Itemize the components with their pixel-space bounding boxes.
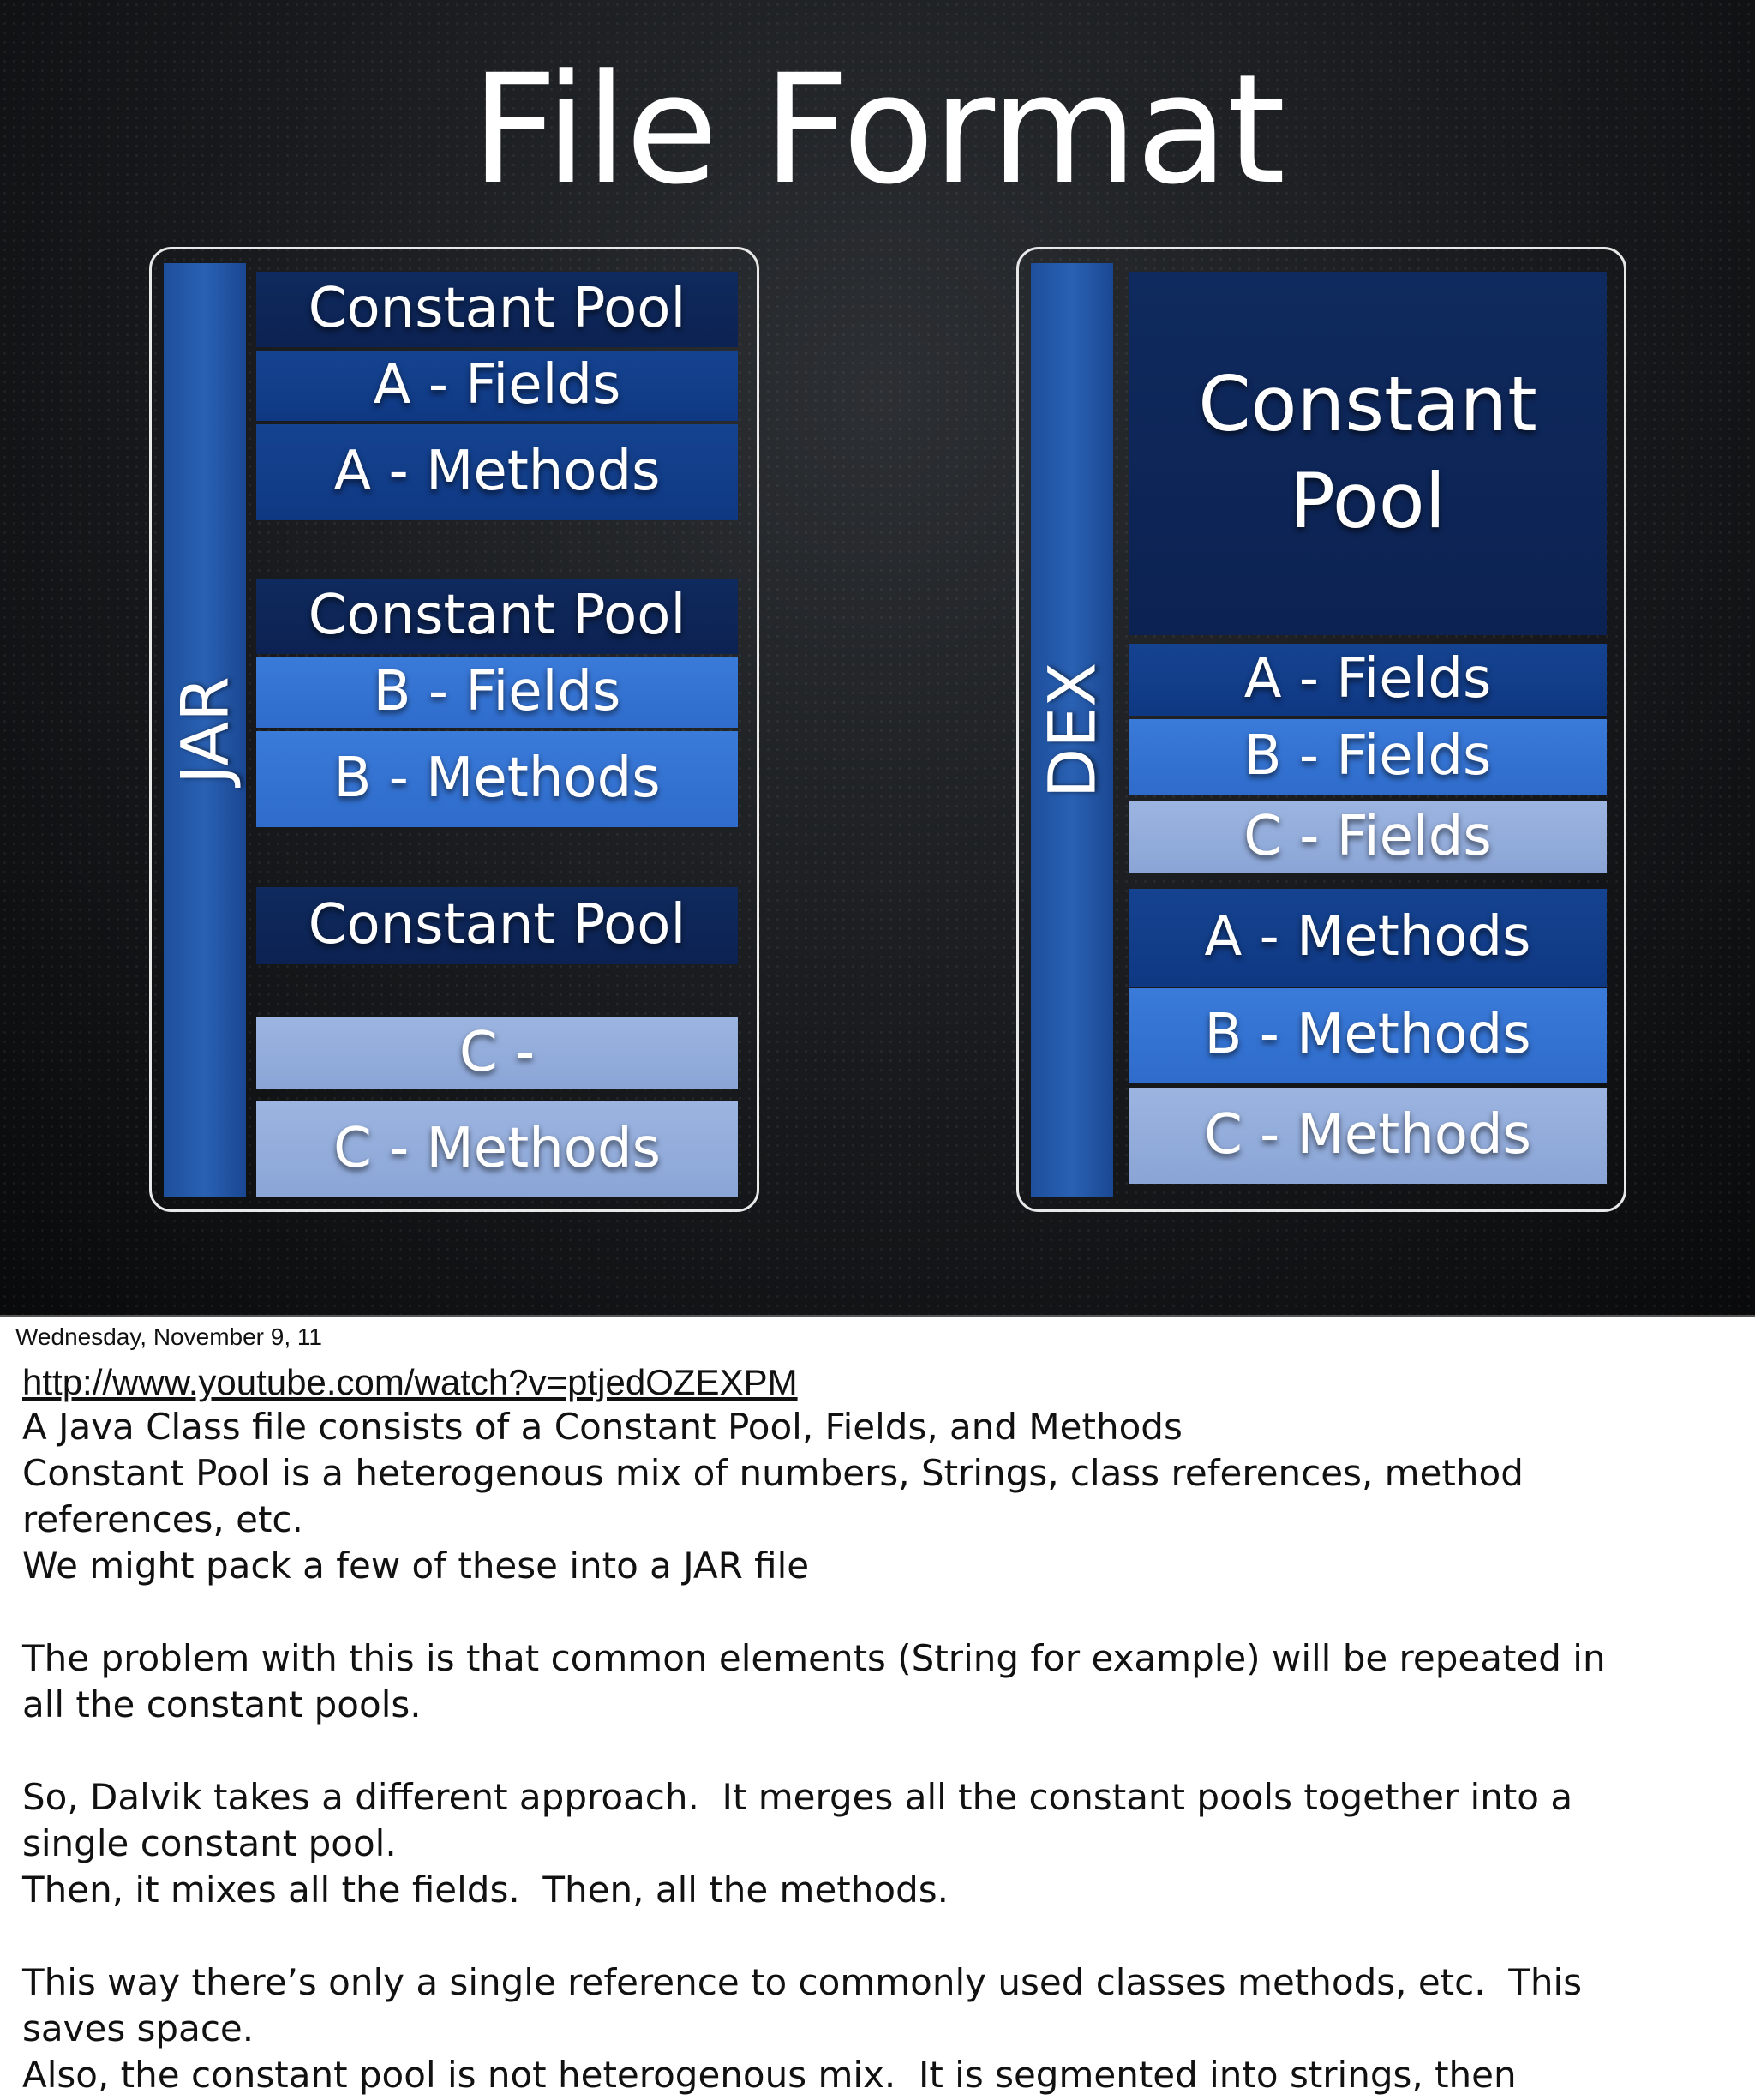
notes-line: all the constant pools. [22,1683,422,1725]
dex-b-methods: B - Methods [1129,988,1607,1083]
notes-link[interactable]: http://www.youtube.com/watch?v=ptjedOZEXPM [22,1362,798,1402]
dex-side-bar [1031,263,1113,1197]
slide-title: File Format [470,42,1285,218]
notes-line: A Java Class file consists of a Constant Pool, Fields, and Methods [22,1406,1183,1448]
dex-b-fields: B - Fields [1129,719,1607,795]
notes-blank-line [22,1913,1736,1959]
jar-c-methods: C - Methods [256,1101,738,1197]
jar-label: JAR [166,676,243,784]
notes-blank-line [22,1589,1736,1635]
notes-line: Constant Pool is a heterogenous mix of numbers, Strings, class references, method [22,1452,1524,1494]
jar-panel [149,247,759,1212]
jar-constant-pool-a: Constant Pool [256,272,738,347]
dex-a-fields: A - Fields [1129,644,1607,716]
jar-side-bar [164,263,246,1197]
notes-line: The problem with this is that common elements (String for example) will be repeated in [22,1637,1606,1679]
dex-constant-pool: Constant Pool [1129,272,1607,635]
notes-line: single constant pool. [22,1822,397,1864]
jar-a-methods: A - Methods [256,424,738,520]
jar-b-fields: B - Fields [256,657,738,728]
dex-label: DEX [1033,662,1111,799]
dex-c-methods: C - Methods [1129,1088,1607,1184]
dex-panel [1016,247,1626,1212]
slide-date: Wednesday, November 9, 11 [15,1323,322,1350]
notes-line: We might pack a few of these into a JAR file [22,1545,810,1587]
notes-line: Then, it mixes all the fields. Then, all the methods. [22,1869,949,1911]
notes-line: So, Dalvik takes a different approach. It merges all the constant pools together into a [22,1776,1573,1818]
dex-c-fields: C - Fields [1129,801,1607,873]
speaker-notes [22,1361,1736,2098]
jar-c-fields: C - [256,1017,738,1089]
jar-b-methods: B - Methods [256,731,738,827]
notes-line: references, etc. [22,1498,303,1540]
notes-line: saves space. [22,2007,255,2049]
jar-a-fields: A - Fields [256,351,738,421]
jar-constant-pool-c: Constant Pool [256,887,738,964]
jar-constant-pool-b: Constant Pool [256,579,738,654]
notes-line: Also, the constant pool is not heterogenous mix. It is segmented into strings, then [22,2054,1517,2096]
dex-a-methods: A - Methods [1129,889,1607,987]
notes-line: This way there’s only a single reference to commonly used classes methods, etc. This [22,1961,1583,2003]
notes-blank-line [22,1728,1736,1774]
